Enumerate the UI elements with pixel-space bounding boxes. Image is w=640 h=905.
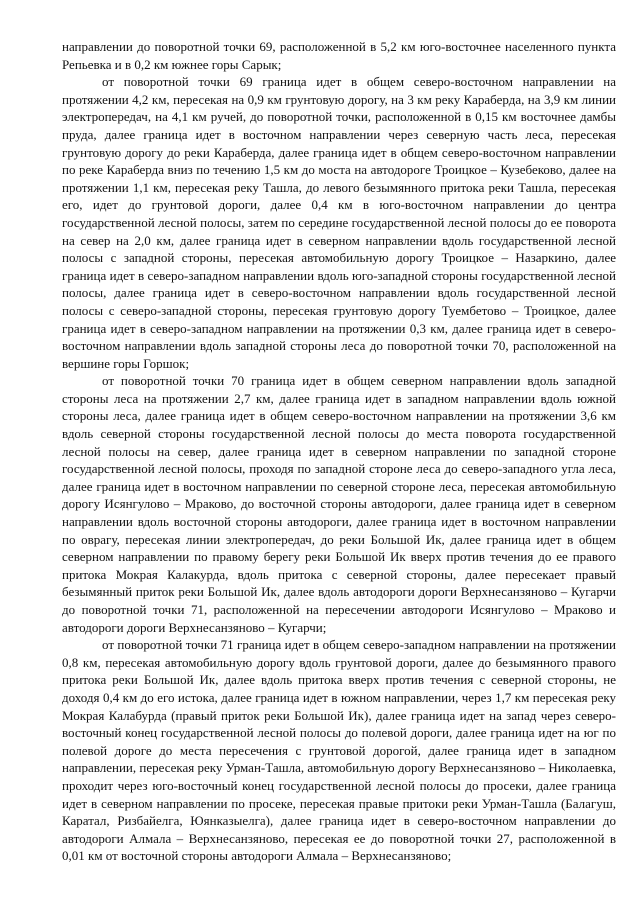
paragraph-point-71: от поворотной точки 71 граница идет в общем северо-западном направлении на протяжении 0,8 км, пересекая автомобильную дорогу вдоль грунтовой дороги, далее до безымянного правого притока реки Большой Ик, далее вдоль притока вверх против течения с северной стороны, не доходя 0,4 км до его истока, далее граница идет в южном направлении, через 1,7 км пересекая реку Мокрая Калабурда (правый приток реки Большой Ик), далее граница идет на запад через северо-восточный конец государственной лесной полосы до полевой дороги, далее граница идет на юг по полевой дороге до места пересечения с грунтовой дорогой, далее граница идет в западном направлении, пересекая реку Урман-Ташла, автомобильную дорогу Верхнесанзяново – Николаевка, проходит через юго-восточный конец государственной лесной полосы до просеки, далее граница идет в северном направлении по просеке, пересекая правые притоки реки Урман-Ташла (Балагуш, Каратал, Ризбайелга, Юянказыелга), далее граница идет в северо-восточном направлении до автодороги Алмала – Верхнесанзяново, пересекая ее до поворотной точки 27, расположенной в 0,01 км от восточной стороны автодороги Алмала – Верхнесанзяново; bbox=[62, 637, 616, 864]
document-page bbox=[62, 38, 616, 865]
paragraph-point-69: от поворотной точки 69 граница идет в общем северо-восточном направлении на протяжении 4,2 км, пересекая на 0,9 км грунтовую дорогу, на 3 км реку Караберда, на 3,9 км линии электропередач, на 4,1 км ручей, до поворотной точки, расположенной в 0,15 км восточнее дамбы пруда, далее граница идет в восточном направлении через северную часть леса, пересекая грунтовую дорогу до реки Караберда, далее граница идет в общем северо-восточном направлении по реке Караберда вниз по течению 1,5 км до моста на автодороге Троицкое – Кузебеково, далее на протяжении 1,1 км, пересекая реку Ташла, до левого безымянного притока реки Ташла, пересекая его, идет до грунтовой дороги, далее 0,4 км в юго-восточном направлении до центра государственной лесной полосы, затем по середине государственной лесной полосы до ее поворота на север на 2,0 км, далее граница идет в северном направлении вдоль государственной лесной полосы с западной стороны, пересекая автомобильную дорогу Троицкое – Назаркино, далее граница идет в северо-западном направлении вдоль юго-западной стороны государственной лесной полосы, далее граница идет в северо-восточном направлении вдоль государственной лесной полосы с северо-западной стороны, пересекая грунтовую дорогу Туембетово – Троицкое, далее граница идет в северо-западном направлении на протяжении 0,3 км, далее граница идет в северо-восточном направлении вдоль западной стороны леса до поворотной точки 70, расположенной на вершине горы Горшок; bbox=[62, 74, 616, 371]
paragraph-continuation: направлении до поворотной точки 69, расположенной в 5,2 км юго-восточнее населенного пункта Репьевка и в 0,2 км южнее горы Сарык; bbox=[62, 39, 616, 72]
paragraph-point-70: от поворотной точки 70 граница идет в общем северном направлении вдоль западной стороны леса на протяжении 2,7 км, далее граница идет в западном направлении вдоль южной стороны леса, далее граница идет в общем северо-восточном направлении на протяжении 3,6 км вдоль северной стороны государственной лесной полосы до места поворота государственной лесной полосы на север, далее граница идет в северном направлении по западной стороне государственной лесной полосы, проходя по западной стороне леса до северо-западного угла леса, далее граница идет в восточном направлении по северной стороне леса, пересекая автомобильную дорогу Исянгулово – Мраково, до восточной стороны автодороги, далее граница идет в северном направлении вдоль восточной стороны автодороги, далее граница идет в восточном направлении по оврагу, пересекая линии электропередач, до реки Большой Ик, далее граница идет в общем северном направлении по правому берегу реки Большой Ик вверх против течения до ее правого притока Мокрая Калакурда, вдоль притока с северной стороны, далее пересекает правый безымянный приток реки Большой Ик, далее вдоль автодороги дороги Верхнесанзяново – Кугарчи до поворотной точки 71, расположенной на пересечении автодороги Исянгулово – Мраково и автодороги дороги Верхнесанзяново – Кугарчи; bbox=[62, 373, 616, 635]
